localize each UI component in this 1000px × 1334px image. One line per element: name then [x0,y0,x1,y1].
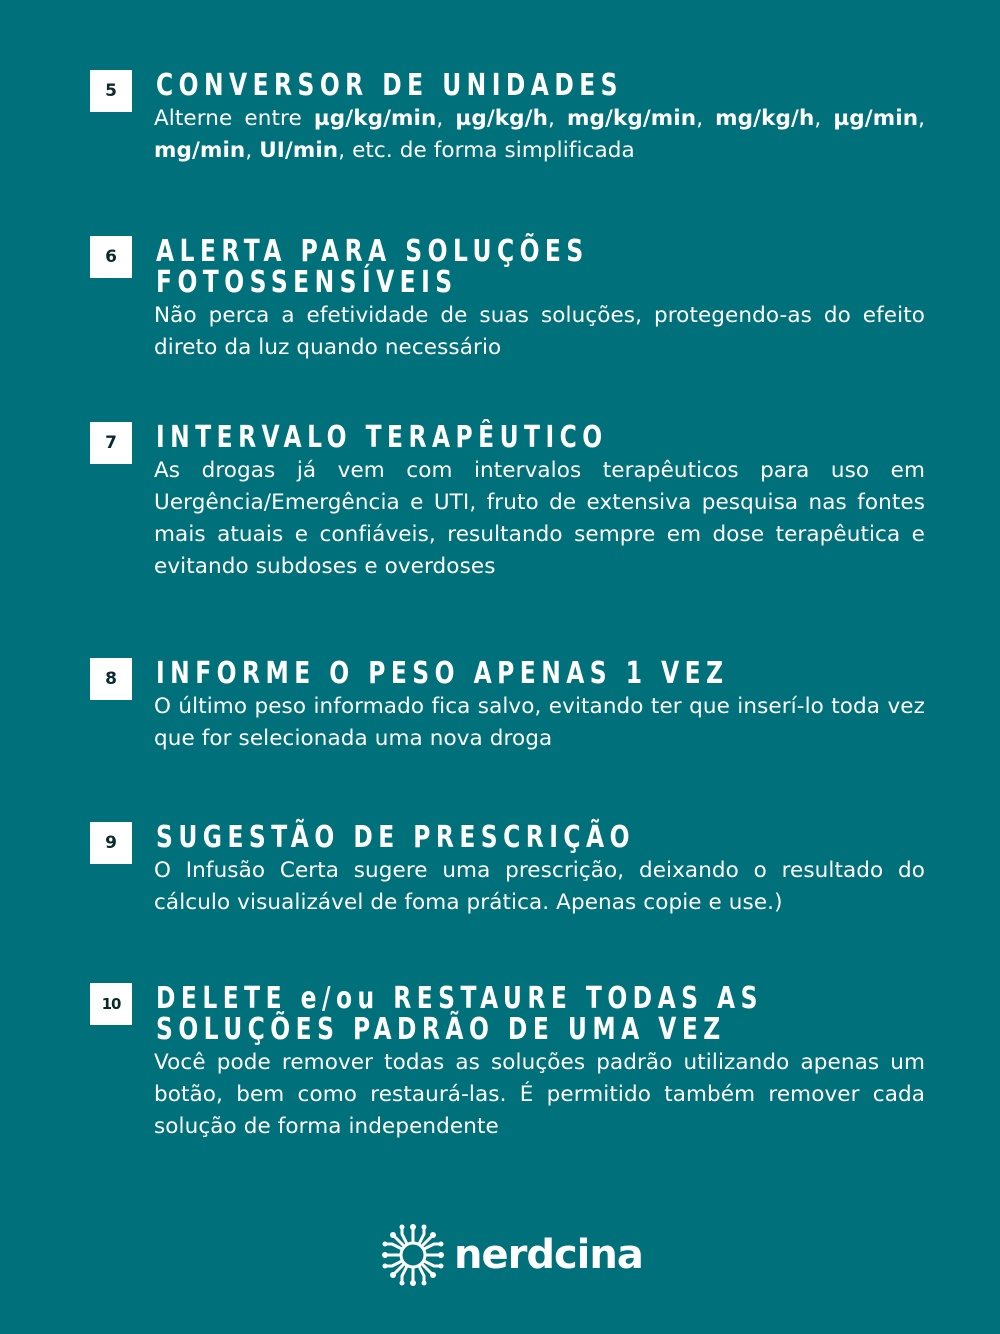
feature-description: Você pode remover todas as soluções padrão utilizando apenas um botão, bem como restaurá-las. É permitido também remover cada solução de forma independente [154,1050,925,1139]
feature-9 [90,822,925,919]
feature-description: Não perca a efetividade de suas soluções, protegendo-as do efeito direto da luz quando necessário [154,303,925,360]
feature-title: SUGESTÃO DE PRESCRIÇÃO [156,820,635,855]
feature-10 [90,983,925,1143]
feature-number-badge: 5 [90,70,132,112]
feature-number-badge: 9 [90,822,132,864]
feature-description: O Infusão Certa sugere uma prescrição, deixando o resultado do cálculo visualizável de foma prática. Apenas copie e use.) [154,858,925,915]
feature-description: As drogas já vem com intervalos terapêuticos para uso em Uergência/Emergência e UTI, fruto de extensiva pesquisa nas fontes mais atuais e confiáveis, resultando sempre em dose terapêutica e evitando subdoses e overdoses [154,458,925,579]
nerdcina-logo [380,1222,643,1288]
feature-number-badge: 7 [90,422,132,464]
feature-description: Alterne entre µg/kg/min, µg/kg/h, mg/kg/min, mg/kg/h, µg/min, mg/min, UI/min, etc. de forma simplificada [154,106,926,163]
feature-title: INTERVALO TERAPÊUTICO [156,420,608,455]
feature-number-badge: 8 [90,658,132,700]
feature-description: O último peso informado fica salvo, evitando ter que inserí-lo toda vez que for selecionada uma nova droga [154,694,925,751]
feature-title: DELETE e/ou RESTAURE TODAS AS SOLUÇÕES PADRÃO DE UMA VEZ [156,981,763,1047]
feature-6 [90,236,925,364]
feature-7 [90,422,925,583]
feature-5 [90,70,925,167]
feature-title: CONVERSOR DE UNIDADES [156,68,623,103]
logo-wordmark: nerdcina [454,1232,643,1278]
circuit-virus-icon [380,1222,446,1288]
feature-number-badge: 6 [90,236,132,278]
feature-title: ALERTA PARA SOLUÇÕES FOTOSSENSÍVEIS [156,234,589,300]
feature-8 [90,658,925,755]
feature-title: INFORME O PESO APENAS 1 VEZ [156,656,729,691]
feature-number-badge: 10 [90,983,132,1025]
